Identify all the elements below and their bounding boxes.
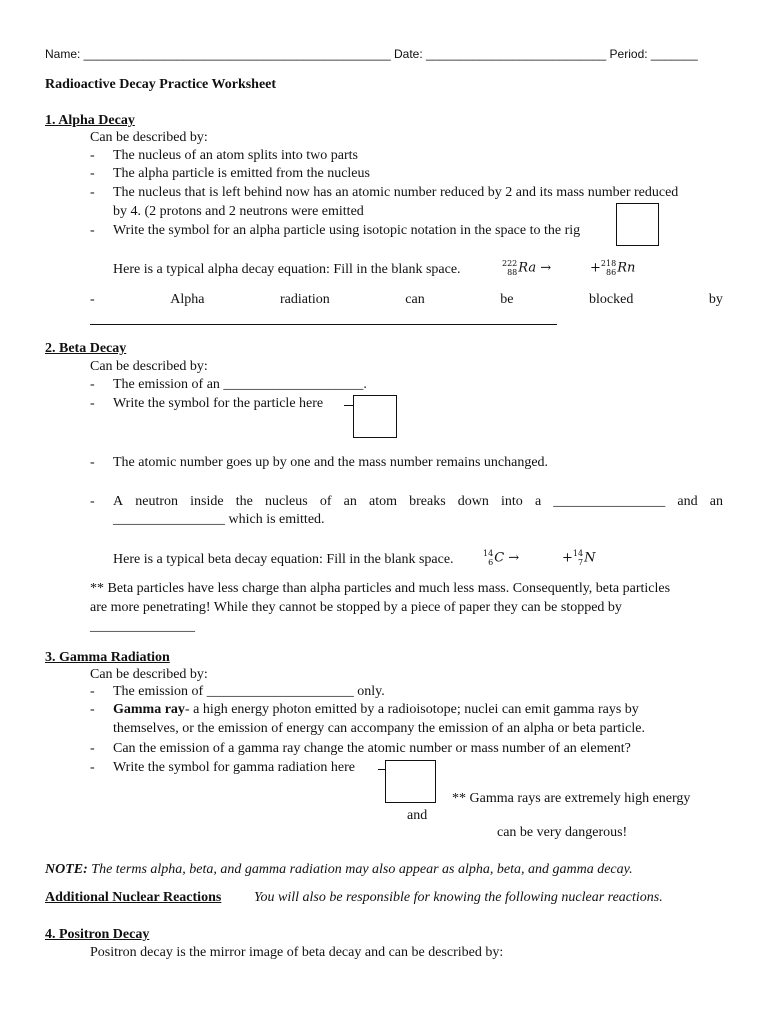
positron-heading: 4. Positron Decay xyxy=(45,927,150,942)
radium-isotope: 222 88 Ra → xyxy=(502,259,552,277)
beta-bullet-4: A neutron inside the nucleus of an atom breaks down into a ________________ and an xyxy=(113,494,723,509)
alpha-bullet-2: The alpha particle is emitted from the nucleus xyxy=(113,166,370,181)
alpha-blocked-answer-line[interactable] xyxy=(90,324,557,325)
alpha-bullet-3: The nucleus that is left behind now has an atomic number reduced by 2 and its mass number reduced xyxy=(113,185,679,200)
gamma-intro: Can be described by: xyxy=(90,667,208,682)
beta-note-line2: are more penetrating! While they cannot be stopped by a piece of paper they can be stopped by xyxy=(90,600,622,615)
note-line: NOTE: The terms alpha, beta, and gamma radiation may also appear as alpha, beta, and gamma decay. xyxy=(45,862,633,877)
beta-heading: 2. Beta Decay xyxy=(45,341,127,356)
alpha-blocked-line: - Alpha radiation can be blocked by xyxy=(90,292,723,307)
beta-equation-text: Here is a typical beta decay equation: Fill in the blank space. xyxy=(113,552,454,567)
page-title: Radioactive Decay Practice Worksheet xyxy=(45,77,277,92)
bullet-dash: - xyxy=(90,455,95,470)
alpha-heading: 1. Alpha Decay xyxy=(45,113,135,128)
beta-note-line3: _______________ xyxy=(90,619,195,634)
bullet-dash: - xyxy=(90,684,95,699)
beta-bullet-2: Write the symbol for the particle here xyxy=(113,396,324,411)
bullet-dash: - xyxy=(90,377,95,392)
gamma-bullet-1: The emission of _____________________ only. xyxy=(113,684,385,699)
bullet-dash: - xyxy=(90,223,95,238)
gamma-note-and: and xyxy=(407,808,428,823)
gamma-bullet-3: Can the emission of a gamma ray change the atomic number or mass number of an element? xyxy=(113,741,631,756)
gamma-bullet-2: Gamma ray- a high energy photon emitted by a radioisotope; nuclei can emit gamma rays by xyxy=(113,702,639,717)
gamma-note-2: can be very dangerous! xyxy=(497,825,628,840)
beta-bullet-1: The emission of an ____________________. xyxy=(113,377,367,392)
gamma-heading: 3. Gamma Radiation xyxy=(45,650,170,665)
positron-text: Positron decay is the mirror image of beta decay and can be described by: xyxy=(90,945,504,960)
radon-isotope: + 218 86 Rn xyxy=(590,259,636,277)
bullet-dash: - xyxy=(90,702,95,717)
carbon-isotope: 14 6 C → xyxy=(483,549,520,567)
beta-note-line1: ** Beta particles have less charge than alpha particles and much less mass. Consequently, beta particles xyxy=(90,581,671,596)
bullet-dash: - xyxy=(90,148,95,163)
gamma-bullet-4: Write the symbol for gamma radiation here xyxy=(113,760,356,775)
bullet-dash: - xyxy=(90,760,95,775)
additional-heading: Additional Nuclear Reactions xyxy=(45,890,222,905)
nitrogen-isotope: + 14 7 N xyxy=(562,549,596,567)
beta-symbol-answer-box[interactable] xyxy=(353,395,397,438)
gamma-bullet-2-cont: themselves, or the emission of energy can accompany the emission of an alpha or beta particle. xyxy=(113,721,645,736)
alpha-bullet-4: Write the symbol for an alpha particle using isotopic notation in the space to the rig xyxy=(113,223,581,238)
bullet-dash: - xyxy=(90,741,95,756)
bullet-dash: - xyxy=(90,494,95,509)
bullet-dash: - xyxy=(90,185,95,200)
alpha-equation-text: Here is a typical alpha decay equation: Fill in the blank space. xyxy=(113,262,461,277)
alpha-bullet-3-cont: by 4. (2 protons and 2 neutrons were emitted xyxy=(113,204,364,219)
header-fields: Name: ______________________________________________ Date: ___________________________ Period: _______ xyxy=(45,47,698,61)
beta-intro: Can be described by: xyxy=(90,359,208,374)
beta-bullet-4-cont: ________________ which is emitted. xyxy=(113,512,325,527)
bullet-dash: - xyxy=(90,166,95,181)
alpha-symbol-answer-box[interactable] xyxy=(616,203,659,246)
gamma-symbol-answer-box[interactable] xyxy=(385,760,436,803)
additional-text: You will also be responsible for knowing the following nuclear reactions. xyxy=(254,890,663,905)
beta-bullet-3: The atomic number goes up by one and the mass number remains unchanged. xyxy=(113,455,549,470)
alpha-bullet-1: The nucleus of an atom splits into two parts xyxy=(113,148,358,163)
bullet-dash: - xyxy=(90,396,95,411)
gamma-note-1: ** Gamma rays are extremely high energy xyxy=(452,791,691,806)
alpha-intro: Can be described by: xyxy=(90,130,208,145)
